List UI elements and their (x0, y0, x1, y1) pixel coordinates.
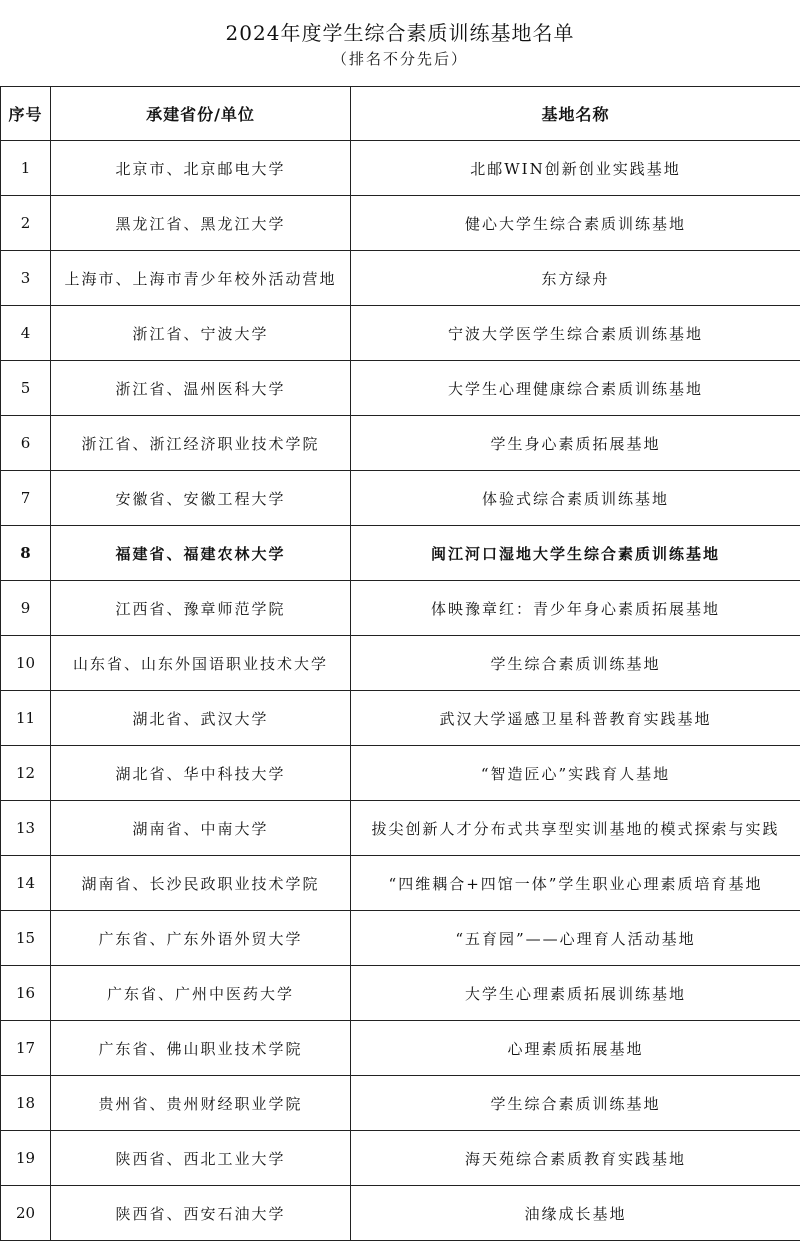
table-row (1, 306, 800, 361)
cell-base-name: 海天苑综合素质教育实践基地 (351, 1131, 800, 1186)
cell-index: 20 (1, 1186, 51, 1241)
document-header (0, 0, 800, 86)
table-row (1, 526, 800, 581)
table-row (1, 746, 800, 801)
cell-index: 14 (1, 856, 51, 911)
cell-unit: 贵州省、贵州财经职业学院 (51, 1076, 351, 1131)
table-row (1, 801, 800, 856)
cell-base-name: “智造匠心”实践育人基地 (351, 746, 800, 801)
cell-index: 8 (1, 526, 51, 581)
cell-unit: 广东省、广州中医药大学 (51, 966, 351, 1021)
table-row (1, 856, 800, 911)
cell-unit: 山东省、山东外国语职业技术大学 (51, 636, 351, 691)
cell-unit: 广东省、佛山职业技术学院 (51, 1021, 351, 1076)
table-row (1, 1131, 800, 1186)
cell-base-name: 健心大学生综合素质训练基地 (351, 196, 800, 251)
cell-unit: 陕西省、西安石油大学 (51, 1186, 351, 1241)
cell-unit: 湖北省、武汉大学 (51, 691, 351, 746)
cell-index: 18 (1, 1076, 51, 1131)
cell-index: 10 (1, 636, 51, 691)
cell-unit: 湖南省、中南大学 (51, 801, 351, 856)
cell-index: 12 (1, 746, 51, 801)
table-row (1, 141, 800, 196)
table-row (1, 251, 800, 306)
cell-unit: 北京市、北京邮电大学 (51, 141, 351, 196)
cell-unit: 安徽省、安徽工程大学 (51, 471, 351, 526)
cell-index: 6 (1, 416, 51, 471)
table-row (1, 966, 800, 1021)
table-row (1, 911, 800, 966)
cell-base-name: 大学生心理健康综合素质训练基地 (351, 361, 800, 416)
cell-index: 2 (1, 196, 51, 251)
cell-unit: 广东省、广东外语外贸大学 (51, 911, 351, 966)
cell-index: 7 (1, 471, 51, 526)
table-body (1, 141, 800, 1241)
cell-index: 16 (1, 966, 51, 1021)
cell-index: 5 (1, 361, 51, 416)
cell-base-name: “五育园”——心理育人活动基地 (351, 911, 800, 966)
table-header-row (1, 87, 800, 141)
cell-base-name: 闽江河口湿地大学生综合素质训练基地 (351, 526, 800, 581)
column-header-base-name: 基地名称 (351, 87, 800, 141)
cell-unit: 陕西省、西北工业大学 (51, 1131, 351, 1186)
cell-base-name: 体映豫章红：青少年身心素质拓展基地 (351, 581, 800, 636)
cell-index: 19 (1, 1131, 51, 1186)
table-row (1, 691, 800, 746)
cell-index: 15 (1, 911, 51, 966)
table-row (1, 636, 800, 691)
cell-unit: 浙江省、浙江经济职业技术学院 (51, 416, 351, 471)
cell-base-name: 宁波大学医学生综合素质训练基地 (351, 306, 800, 361)
cell-index: 17 (1, 1021, 51, 1076)
table-row (1, 1186, 800, 1241)
cell-index: 9 (1, 581, 51, 636)
cell-index: 11 (1, 691, 51, 746)
cell-unit: 湖北省、华中科技大学 (51, 746, 351, 801)
cell-base-name: 体验式综合素质训练基地 (351, 471, 800, 526)
column-header-index: 序号 (1, 87, 51, 141)
cell-base-name: “四维耦合+四馆一体”学生职业心理素质培育基地 (351, 856, 800, 911)
column-header-unit: 承建省份/单位 (51, 87, 351, 141)
cell-unit: 浙江省、温州医科大学 (51, 361, 351, 416)
table-row (1, 416, 800, 471)
table-row (1, 361, 800, 416)
cell-index: 13 (1, 801, 51, 856)
document-title: 2024年度学生综合素质训练基地名单 (0, 20, 800, 46)
cell-base-name: 东方绿舟 (351, 251, 800, 306)
cell-index: 3 (1, 251, 51, 306)
table-row (1, 581, 800, 636)
cell-base-name: 学生综合素质训练基地 (351, 1076, 800, 1131)
table-row (1, 1021, 800, 1076)
cell-index: 1 (1, 141, 51, 196)
base-list-table (0, 86, 800, 1241)
cell-unit: 浙江省、宁波大学 (51, 306, 351, 361)
cell-base-name: 学生身心素质拓展基地 (351, 416, 800, 471)
cell-unit: 江西省、豫章师范学院 (51, 581, 351, 636)
table-row (1, 1076, 800, 1131)
cell-base-name: 油缘成长基地 (351, 1186, 800, 1241)
cell-base-name: 北邮WIN创新创业实践基地 (351, 141, 800, 196)
table-row (1, 196, 800, 251)
cell-base-name: 武汉大学遥感卫星科普教育实践基地 (351, 691, 800, 746)
cell-base-name: 大学生心理素质拓展训练基地 (351, 966, 800, 1021)
cell-unit: 福建省、福建农林大学 (51, 526, 351, 581)
cell-base-name: 心理素质拓展基地 (351, 1021, 800, 1076)
cell-base-name: 学生综合素质训练基地 (351, 636, 800, 691)
table-row (1, 471, 800, 526)
cell-base-name: 拔尖创新人才分布式共享型实训基地的模式探索与实践 (351, 801, 800, 856)
cell-unit: 黑龙江省、黑龙江大学 (51, 196, 351, 251)
cell-unit: 湖南省、长沙民政职业技术学院 (51, 856, 351, 911)
document-subtitle: （排名不分先后） (0, 48, 800, 70)
cell-index: 4 (1, 306, 51, 361)
cell-unit: 上海市、上海市青少年校外活动营地 (51, 251, 351, 306)
